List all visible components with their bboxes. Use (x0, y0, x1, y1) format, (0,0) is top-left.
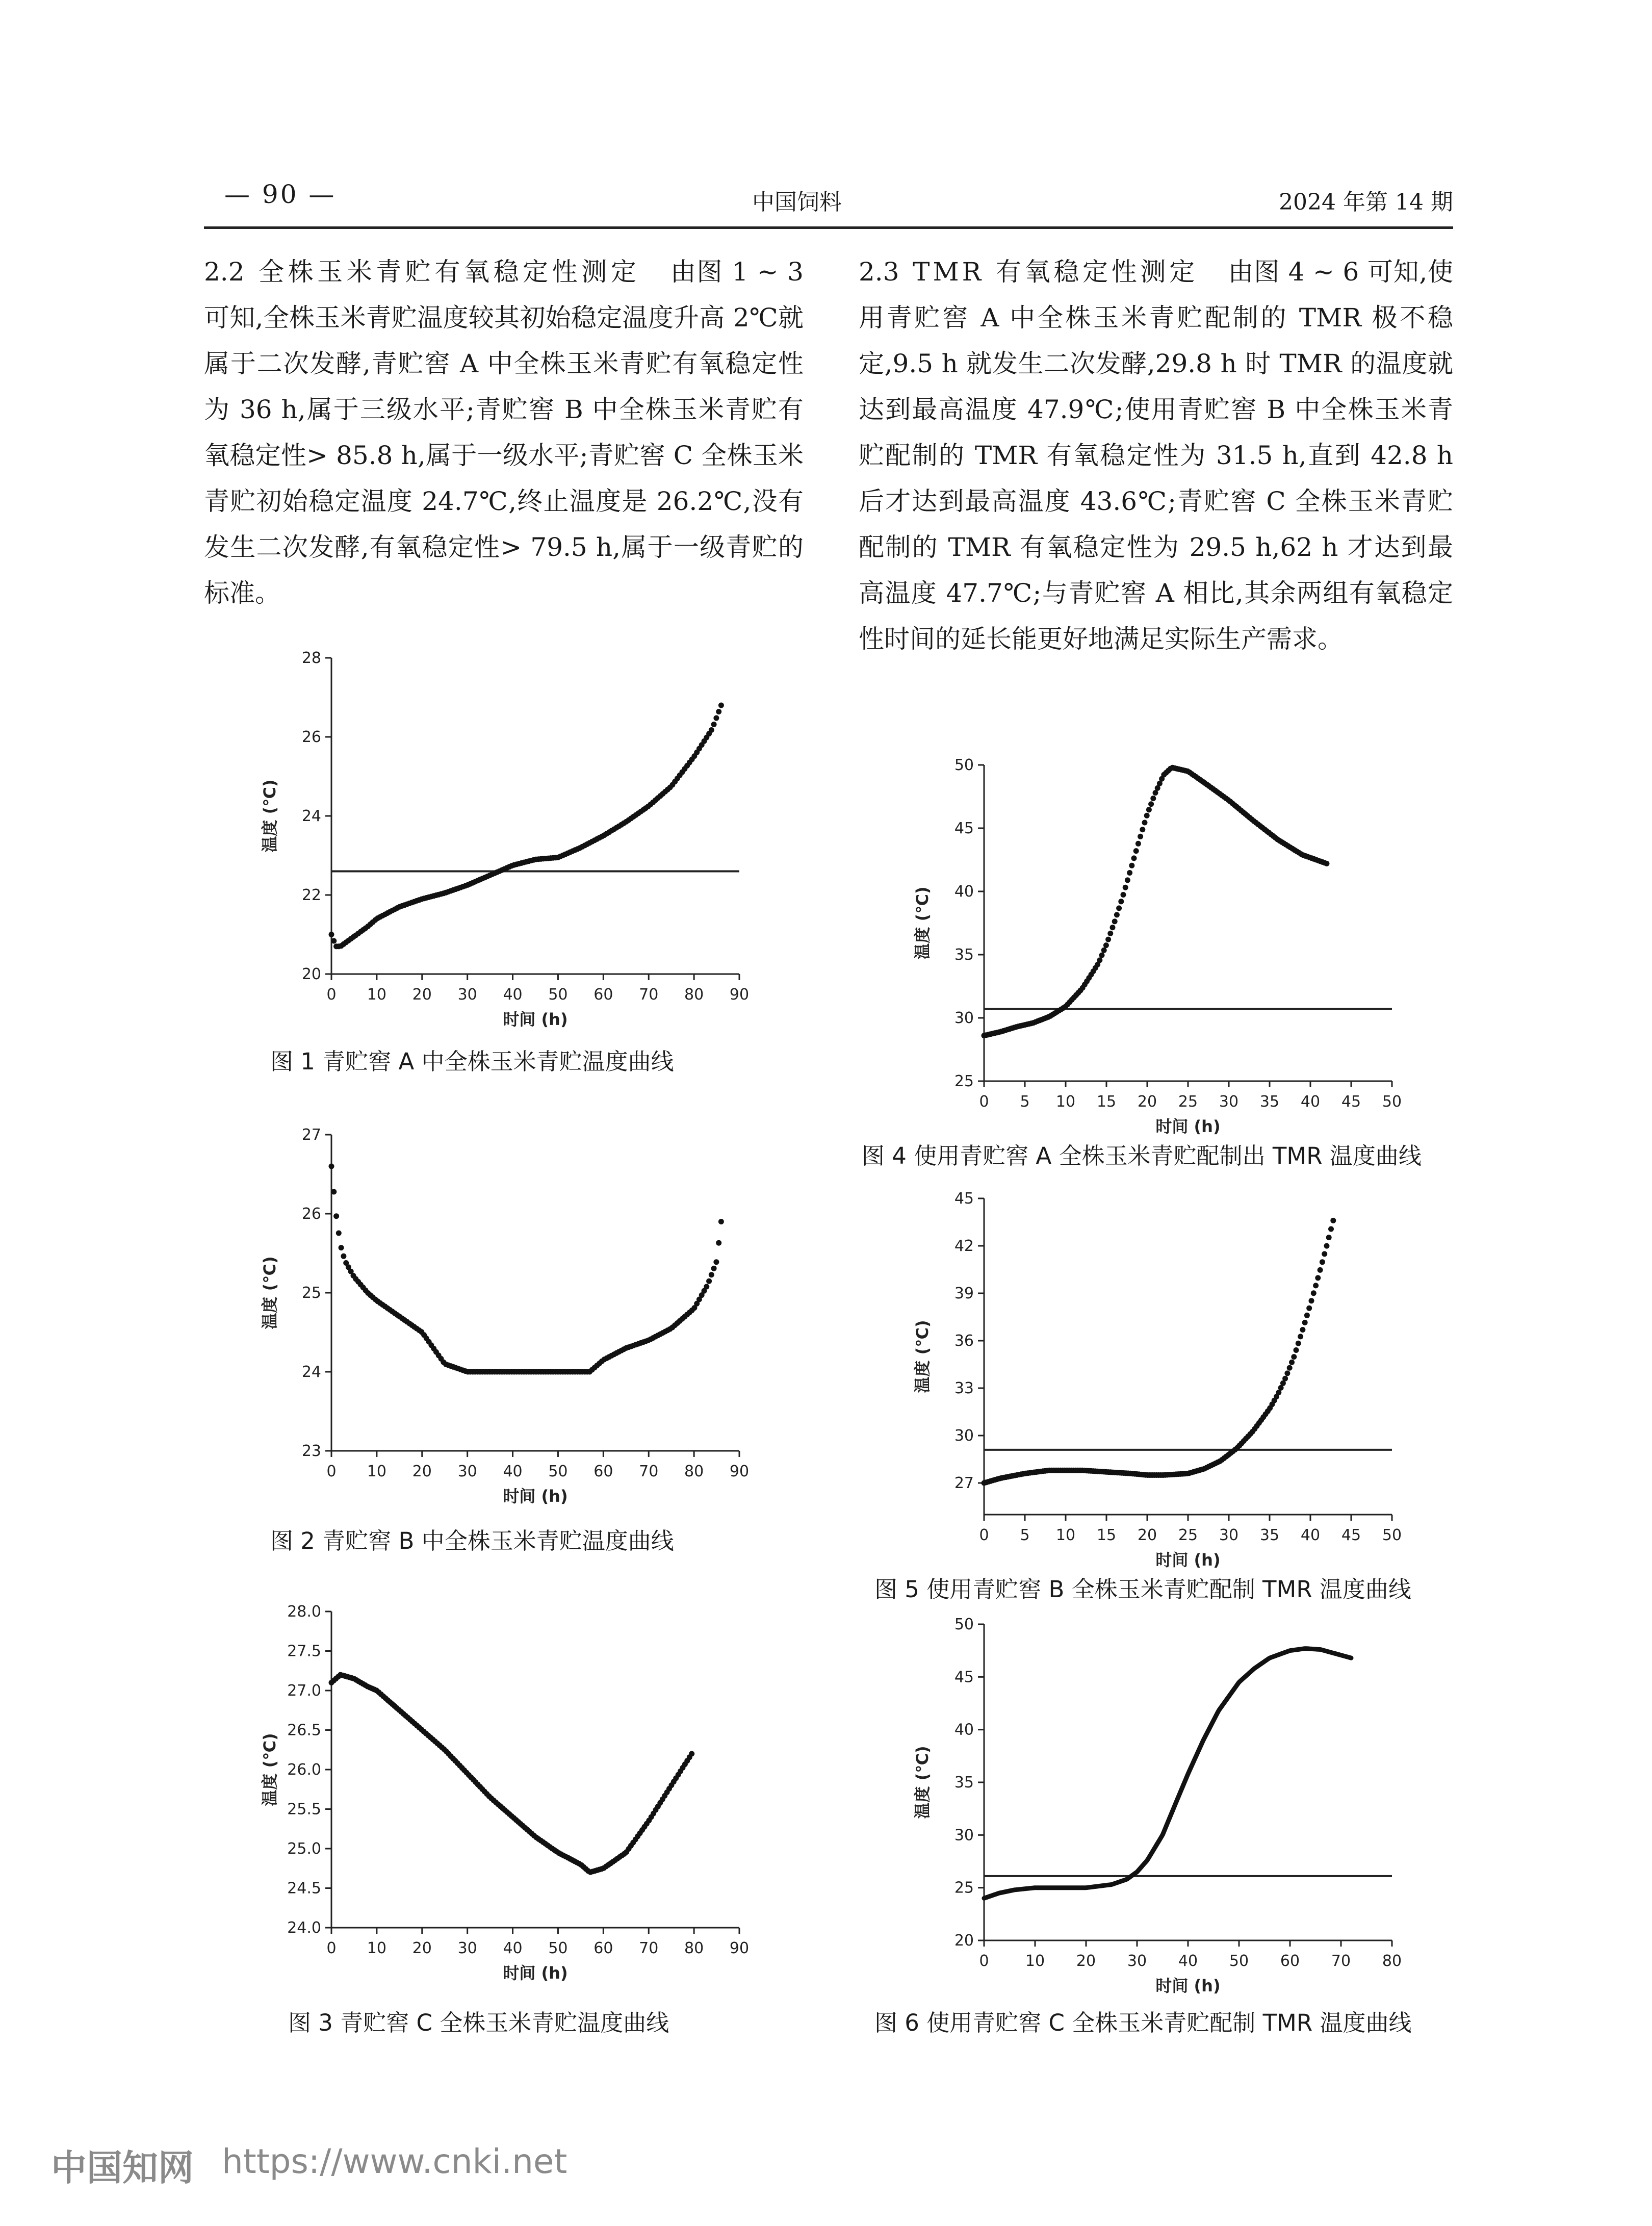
y-tick-label: 28 (301, 649, 321, 667)
data-point (1135, 841, 1141, 847)
figure-4-chart (897, 755, 1407, 1168)
data-point (1324, 861, 1330, 866)
fig4-svg (897, 755, 1407, 1168)
data-point (1131, 855, 1137, 861)
x-tick-label: 0 (979, 1952, 989, 1970)
x-tick-label: 60 (1280, 1952, 1300, 1970)
data-point (341, 1253, 346, 1259)
data-point (329, 932, 334, 937)
y-tick-label: 26.0 (287, 1761, 321, 1779)
figure-6-chart (897, 1614, 1407, 2027)
x-tick-label: 35 (1259, 1093, 1280, 1111)
data-point (1144, 813, 1150, 818)
data-point (1324, 1243, 1330, 1249)
data-point (1112, 918, 1118, 924)
fig6-svg (897, 1614, 1407, 2027)
data-point (1315, 1275, 1321, 1281)
section-2-2 (204, 249, 804, 616)
x-tick-label: 50 (548, 986, 568, 1004)
x-tick-label: 0 (326, 986, 337, 1004)
data-point (1121, 892, 1126, 898)
x-tick-label: 0 (326, 1939, 337, 1957)
y-tick-label: 39 (954, 1285, 974, 1302)
data-point (1103, 942, 1109, 948)
x-tick-label: 20 (412, 986, 432, 1004)
x-tick-label: 0 (326, 1463, 337, 1480)
y-tick-label: 25.5 (287, 1800, 321, 1819)
data-point (1125, 877, 1130, 883)
data-point (1116, 905, 1122, 911)
x-tick-label: 15 (1096, 1093, 1117, 1111)
x-tick-label: 70 (1331, 1952, 1351, 1970)
y-tick-label: 27 (954, 1474, 974, 1492)
x-tick-label: 30 (457, 986, 477, 1004)
data-point (1146, 807, 1152, 812)
y-axis-label: 温度 (℃) (913, 1746, 932, 1819)
x-tick-label: 40 (1300, 1526, 1321, 1544)
data-point (1129, 863, 1134, 868)
x-tick-label: 40 (503, 986, 523, 1004)
data-point (1291, 1354, 1297, 1360)
data-point (713, 1259, 719, 1265)
x-axis-label: 时间 (h) (503, 1010, 568, 1029)
y-tick-label: 26 (301, 1205, 321, 1223)
x-tick-label: 90 (729, 986, 750, 1004)
data-point (1150, 796, 1156, 801)
data-point (1133, 848, 1139, 854)
y-tick-label: 23 (301, 1442, 321, 1460)
data-point (1309, 1298, 1314, 1303)
y-tick-label: 20 (954, 1932, 974, 1950)
x-tick-label: 60 (593, 1463, 613, 1480)
y-tick-label: 45 (954, 1190, 974, 1208)
x-tick-label: 80 (684, 1463, 704, 1480)
fig3-svg (245, 1601, 755, 2014)
y-tick-label: 27.5 (287, 1642, 321, 1660)
x-tick-label: 40 (1178, 1952, 1198, 1970)
x-tick-label: 60 (593, 1939, 613, 1957)
y-tick-label: 20 (301, 965, 321, 983)
x-tick-label: 15 (1096, 1526, 1117, 1544)
x-tick-label: 10 (1055, 1526, 1076, 1544)
fig2-svg (245, 1124, 755, 1538)
data-point (331, 938, 337, 944)
data-point (1142, 820, 1148, 826)
y-tick-label: 26 (301, 728, 321, 746)
data-point (716, 709, 721, 714)
data-point (711, 722, 717, 727)
x-tick-label: 70 (639, 986, 659, 1004)
x-tick-label: 40 (1300, 1093, 1321, 1111)
x-tick-label: 30 (1219, 1093, 1239, 1111)
y-tick-label: 26.5 (287, 1721, 321, 1739)
x-tick-label: 10 (1055, 1093, 1076, 1111)
data-point (706, 1278, 712, 1284)
y-axis-label: 温度 (℃) (260, 779, 279, 853)
data-point (1300, 1327, 1305, 1333)
data-point (1289, 1360, 1295, 1365)
y-tick-label: 22 (301, 886, 321, 904)
y-tick-label: 40 (954, 883, 974, 901)
y-tick-label: 50 (954, 756, 974, 774)
y-tick-label: 24 (301, 1363, 321, 1381)
section-body: 由图 4 ~ 6 可知,使用青贮窖 A 中全株玉米青贮配制的 TMR 极不稳定,9.5 h 就发生二次发酵,29.8 h 时 TMR 的温度就达到最高温度 47.9℃;使用青贮窖 B 中全株玉米青贮配制的 TMR 有氧稳定性为 31.5 h,直到 42.8 h 后才达到最高温度 43.6℃;青贮窖 C 全株玉米青贮配制的 TMR 有氧稳定性为 29.5 h,62 h 才达到最高温度 47.7℃;与青贮窖 A 相比,其余两组有氧稳定性时间的延长能更好地满足实际生产需求。 (859, 257, 1453, 654)
data-point (718, 703, 724, 708)
figure-1-chart (245, 648, 755, 1061)
cnki-url[interactable]: https://www.cnki.net (222, 2142, 567, 2181)
x-axis-label: 时间 (h) (1155, 1550, 1221, 1570)
x-tick-label: 50 (1382, 1526, 1402, 1544)
x-tick-label: 5 (1020, 1526, 1030, 1544)
y-tick-label: 30 (954, 1009, 974, 1027)
y-axis-label: 温度 (℃) (260, 1733, 279, 1806)
figure-4-caption: 图 4 使用青贮窖 A 全株玉米青贮配制出 TMR 温度曲线 (862, 1142, 1422, 1169)
x-tick-label: 30 (457, 1463, 477, 1480)
x-axis-label: 时间 (h) (503, 1963, 568, 1983)
data-point (1320, 1259, 1325, 1265)
data-point (339, 1245, 344, 1250)
data-point (1148, 801, 1154, 807)
x-tick-label: 45 (1341, 1526, 1361, 1544)
data-point (1306, 1306, 1312, 1311)
x-axis-label: 时间 (h) (1155, 1976, 1221, 1995)
y-axis-label: 温度 (℃) (913, 886, 932, 960)
y-tick-label: 40 (954, 1721, 974, 1739)
y-tick-label: 24 (301, 807, 321, 825)
data-point (709, 727, 714, 733)
data-point (716, 1240, 721, 1246)
data-point (1330, 1218, 1336, 1223)
section-body: 由图 1 ~ 3 可知,全株玉米青贮温度较其初始稳定温度升高 2℃就属于二次发酵,青贮窖 A 中全株玉米青贮有氧稳定性为 36 h,属于三级水平;青贮窖 B 中全株玉米青贮有氧稳定性> 85.8 h,属于一级水平;青贮窖 C 全株玉米青贮初始稳定温度 24.7℃,终止温度是 26.2℃,没有发生二次发酵,有氧稳定性> 79.5 h,属于一级青贮的标准。 (204, 257, 804, 608)
section-number: 2.3 (859, 257, 899, 287)
x-tick-label: 20 (412, 1939, 432, 1957)
y-tick-label: 25 (954, 1072, 974, 1090)
x-axis-label: 时间 (h) (503, 1487, 568, 1506)
data-point (1123, 885, 1128, 890)
data-point (1298, 1334, 1303, 1339)
data-point (713, 715, 719, 721)
header-rule (204, 226, 1453, 229)
fig1-svg (245, 648, 755, 1061)
data-point (1326, 1235, 1332, 1240)
data-point (1313, 1283, 1319, 1288)
x-tick-label: 50 (548, 1939, 568, 1957)
data-point (689, 1751, 694, 1757)
x-tick-label: 80 (1382, 1952, 1402, 1970)
data-point (1282, 1376, 1288, 1381)
data-point (1114, 912, 1120, 917)
data-point (329, 1164, 334, 1169)
x-tick-label: 10 (367, 1939, 386, 1957)
data-point (1101, 948, 1107, 953)
data-point (1311, 1290, 1317, 1296)
x-tick-label: 35 (1259, 1526, 1280, 1544)
data-point (1318, 1267, 1323, 1273)
x-tick-label: 0 (979, 1093, 989, 1111)
data-point (1110, 925, 1116, 930)
data-point (1284, 1370, 1290, 1376)
x-axis-label: 时间 (h) (1155, 1117, 1221, 1136)
data-point (718, 1219, 724, 1224)
data-point (709, 1272, 714, 1277)
x-tick-label: 30 (1219, 1526, 1239, 1544)
x-tick-label: 45 (1341, 1093, 1361, 1111)
series-line (984, 1649, 1351, 1899)
x-tick-label: 25 (1178, 1093, 1198, 1111)
x-tick-label: 70 (639, 1939, 659, 1957)
y-tick-label: 33 (954, 1379, 974, 1397)
x-tick-label: 70 (639, 1463, 659, 1480)
data-point (1138, 834, 1143, 839)
data-point (1105, 937, 1111, 942)
y-tick-label: 30 (954, 1826, 974, 1845)
data-point (711, 1266, 717, 1271)
x-tick-label: 10 (367, 986, 386, 1004)
data-point (1140, 827, 1145, 832)
data-point (1107, 931, 1113, 936)
y-tick-label: 42 (954, 1237, 974, 1255)
data-point (1097, 957, 1102, 963)
journal-name: 中国饲料 (752, 189, 842, 215)
data-point (1302, 1320, 1308, 1325)
y-tick-label: 45 (954, 820, 974, 837)
y-tick-label: 25 (954, 1879, 974, 1897)
data-point (1322, 1251, 1327, 1257)
x-tick-label: 0 (979, 1526, 989, 1544)
x-tick-label: 20 (1137, 1526, 1157, 1544)
y-tick-label: 25 (301, 1284, 321, 1302)
data-point (1328, 1226, 1334, 1232)
data-point (1127, 870, 1132, 876)
data-point (331, 1189, 337, 1195)
x-tick-label: 40 (503, 1463, 523, 1480)
data-point (336, 1231, 342, 1236)
y-tick-label: 27 (301, 1126, 321, 1144)
data-point (704, 1284, 709, 1290)
fig5-svg (897, 1188, 1407, 1601)
data-point (1294, 1347, 1299, 1353)
figure-3-chart (245, 1601, 755, 2014)
x-tick-label: 20 (412, 1463, 432, 1480)
y-tick-label: 28.0 (287, 1603, 321, 1621)
x-tick-label: 80 (684, 986, 704, 1004)
x-tick-label: 50 (548, 1463, 568, 1480)
data-point (333, 1213, 339, 1219)
cnki-logo-text: 中国知网 (51, 2147, 194, 2189)
y-tick-label: 30 (954, 1427, 974, 1445)
section-title: TMR 有氧稳定性测定 (913, 257, 1198, 287)
figure-2-caption: 图 2 青贮窖 B 中全株玉米青贮温度曲线 (270, 1527, 674, 1554)
y-tick-label: 25.0 (287, 1840, 321, 1858)
x-tick-label: 10 (1025, 1952, 1045, 1970)
data-point (1099, 953, 1105, 958)
figure-5-chart (897, 1188, 1407, 1601)
figure-6-caption: 图 6 使用青贮窖 C 全株玉米青贮配制 TMR 温度曲线 (874, 2009, 1412, 2036)
x-tick-label: 25 (1178, 1526, 1198, 1544)
figure-3-caption: 图 3 青贮窖 C 全株玉米青贮温度曲线 (288, 2009, 669, 2036)
y-tick-label: 35 (954, 946, 974, 964)
figure-2-chart (245, 1124, 755, 1538)
x-tick-label: 20 (1076, 1952, 1096, 1970)
x-tick-label: 80 (684, 1939, 704, 1957)
x-tick-label: 60 (593, 986, 613, 1004)
y-tick-label: 24.5 (287, 1879, 321, 1898)
x-tick-label: 50 (1229, 1952, 1249, 1970)
y-tick-label: 24.0 (287, 1919, 321, 1937)
issue-label: 2024 年第 14 期 (1279, 189, 1453, 215)
page-number: — 90 — (224, 180, 337, 209)
data-point (1296, 1341, 1301, 1346)
y-axis-label: 温度 (℃) (260, 1256, 279, 1329)
section-title: 全株玉米青贮有氧稳定性测定 (259, 257, 640, 287)
y-tick-label: 45 (954, 1668, 974, 1686)
x-tick-label: 5 (1020, 1093, 1030, 1111)
y-tick-label: 35 (954, 1774, 974, 1792)
y-tick-label: 27.0 (287, 1682, 321, 1700)
y-axis-label: 温度 (℃) (913, 1320, 932, 1393)
x-tick-label: 30 (457, 1939, 477, 1957)
data-point (1304, 1313, 1310, 1318)
x-tick-label: 10 (367, 1463, 386, 1480)
x-tick-label: 30 (1127, 1952, 1147, 1970)
x-tick-label: 50 (1382, 1093, 1402, 1111)
x-tick-label: 20 (1137, 1093, 1157, 1111)
y-tick-label: 36 (954, 1332, 974, 1350)
x-tick-label: 90 (729, 1939, 750, 1957)
figure-5-caption: 图 5 使用青贮窖 B 全株玉米青贮配制 TMR 温度曲线 (874, 1576, 1411, 1603)
y-tick-label: 50 (954, 1616, 974, 1633)
figure-1-caption: 图 1 青贮窖 A 中全株玉米青贮温度曲线 (270, 1048, 674, 1075)
data-point (1118, 899, 1124, 904)
x-tick-label: 90 (729, 1463, 750, 1480)
x-tick-label: 40 (503, 1939, 523, 1957)
section-2-3 (859, 249, 1453, 662)
data-point (1287, 1365, 1293, 1371)
section-number: 2.2 (204, 257, 245, 287)
